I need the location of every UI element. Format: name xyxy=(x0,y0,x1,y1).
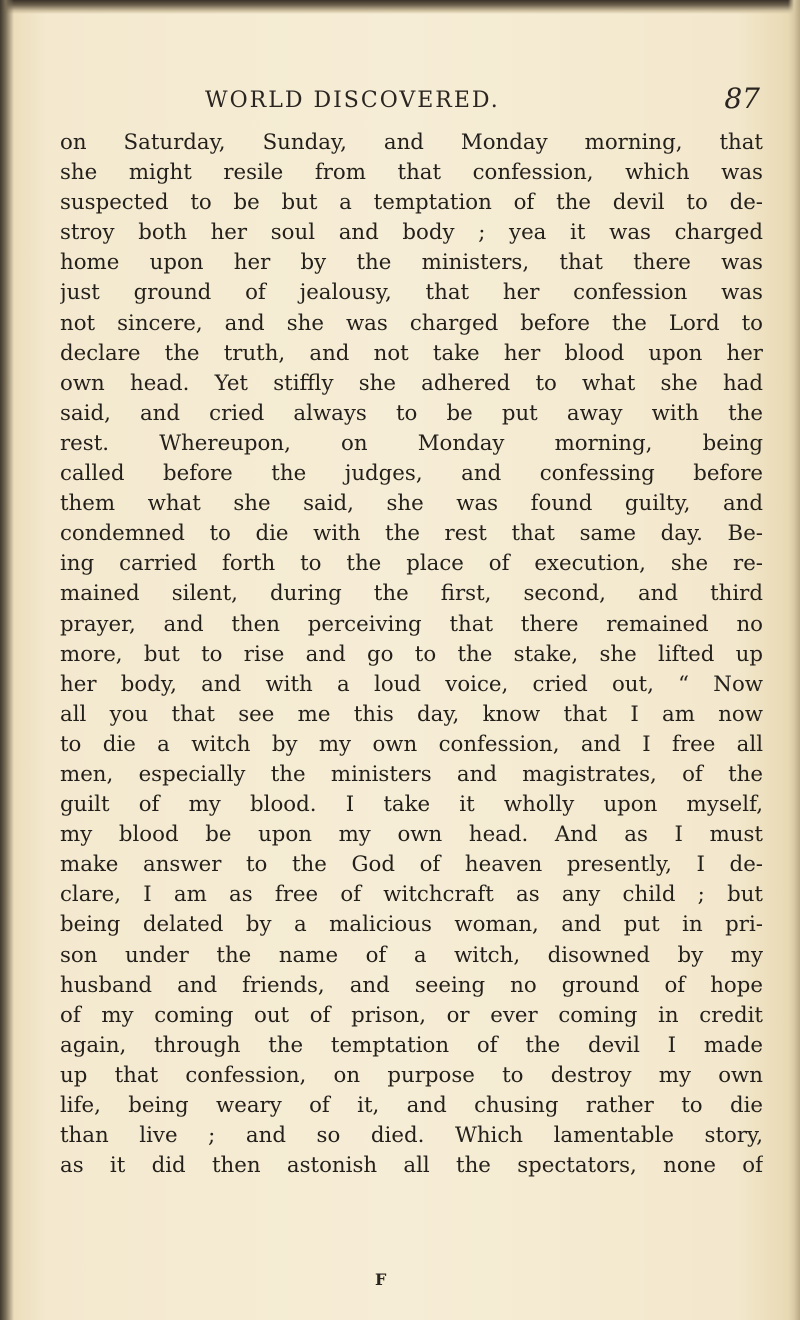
text-line: suspected to be but a temptation of the devil to de- xyxy=(60,190,763,216)
text-line: being delated by a malicious woman, and put in pri- xyxy=(60,912,763,938)
text-line: clare, I am as free of witchcraft as any child ; but xyxy=(60,882,763,908)
text-line: my blood be upon my own head. And as I must xyxy=(60,822,763,848)
signature-mark: F xyxy=(375,1270,387,1289)
text-line: on Saturday, Sunday, and Monday morning, that xyxy=(60,130,763,155)
text-line: rest. Whereupon, on Monday morning, being xyxy=(60,430,763,456)
text-line: life, being weary of it, and chusing rather to die xyxy=(60,1093,763,1118)
text-line: not sincere, and she was charged before the Lord to xyxy=(60,310,763,336)
text-line: up that confession, on purpose to destroy my own xyxy=(60,1062,763,1088)
text-line: more, but to rise and go to the stake, she lifted up xyxy=(60,641,763,667)
text-line: condemned to die with the rest that same day. Be- xyxy=(60,521,763,547)
text-line: ing carried forth to the place of execution, she re- xyxy=(60,551,763,577)
page-top-edge xyxy=(0,0,800,14)
text-line: called before the judges, and confessing before xyxy=(60,461,763,487)
text-line: home upon her by the ministers, that there was xyxy=(60,250,763,276)
text-line: men, especially the ministers and magistrates, of the xyxy=(60,761,763,787)
running-title: WORLD DISCOVERED. xyxy=(205,88,500,113)
text-line: as it did then astonish all the spectators, none of xyxy=(60,1153,763,1179)
text-line: stroy both her soul and body ; yea it was charged xyxy=(60,220,763,246)
text-line: to die a witch by my own confession, and I free all xyxy=(60,731,763,757)
text-line: she might resile from that confession, which was xyxy=(60,160,763,186)
text-line: husband and friends, and seeing no ground of hope xyxy=(60,972,763,998)
text-line: prayer, and then perceiving that there remained no xyxy=(60,611,763,637)
page-number: 87 xyxy=(724,82,760,115)
text-line: them what she said, she was found guilty, and xyxy=(60,491,763,517)
text-line: declare the truth, and not take her blood upon her xyxy=(60,340,763,366)
text-line: said, and cried always to be put away with the xyxy=(60,400,763,426)
text-line: just ground of jealousy, that her confession was xyxy=(60,280,763,306)
body-text xyxy=(60,128,763,1181)
text-line: than live ; and so died. Which lamentable story, xyxy=(60,1123,763,1149)
text-line: own head. Yet stiffly she adhered to what she had xyxy=(60,370,763,396)
page-binding-edge xyxy=(0,0,14,1320)
text-line: of my coming out of prison, or ever coming in credit xyxy=(60,1002,763,1028)
page-header xyxy=(60,82,760,118)
page-right-edge xyxy=(788,0,800,1320)
text-line: guilt of my blood. I take it wholly upon myself, xyxy=(60,792,763,818)
text-line: all you that see me this day, know that I am now xyxy=(60,701,763,727)
text-line: son under the name of a witch, disowned by my xyxy=(60,942,763,968)
text-line: mained silent, during the first, second, and third xyxy=(60,581,763,607)
text-line: her body, and with a loud voice, cried out, “ Now xyxy=(60,671,763,697)
text-line: again, through the temptation of the devil I made xyxy=(60,1032,763,1058)
text-line: make answer to the God of heaven presently, I de- xyxy=(60,852,763,878)
